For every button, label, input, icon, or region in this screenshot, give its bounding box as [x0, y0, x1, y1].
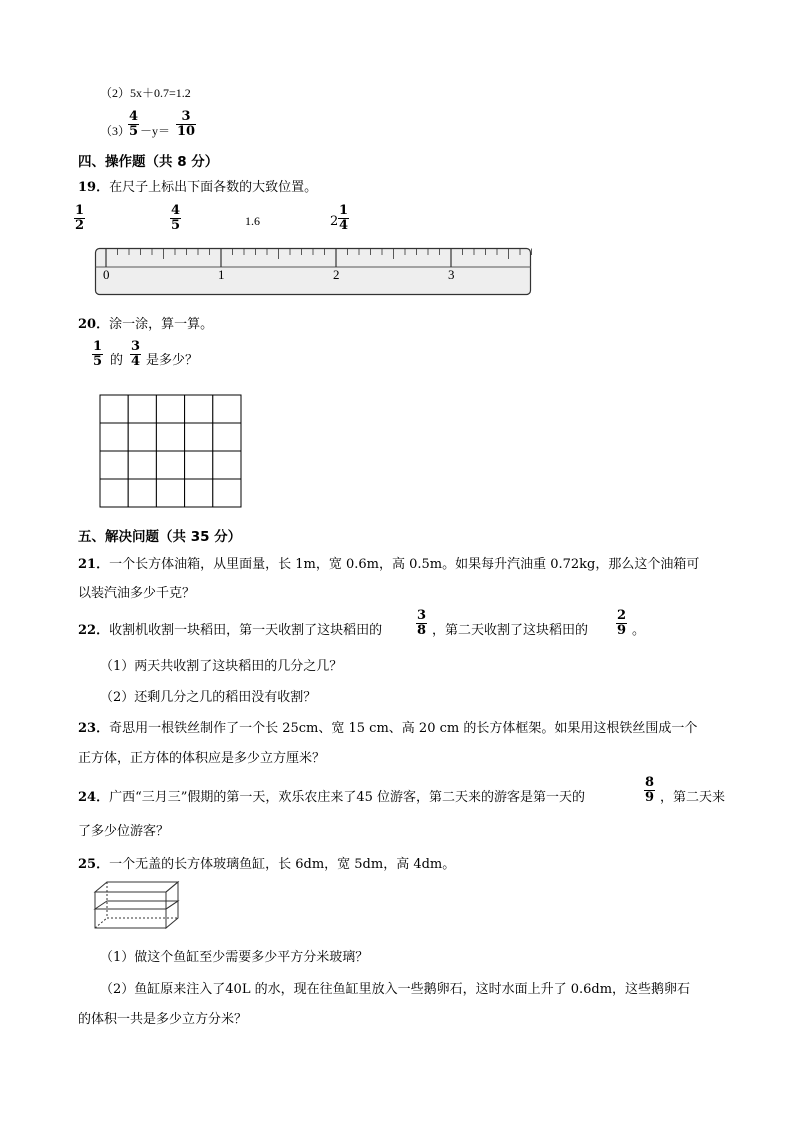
question-19 — [78, 176, 317, 195]
question-23-line-2: 正方体，正方体的体积应是多少立方厘米？ — [78, 751, 326, 766]
question-text: 一个无盖的长方体玻璃鱼缸，长 6dm，宽 5dm，高 4dm。 — [109, 857, 456, 872]
question-24-text-b: ，第二天来 — [660, 790, 726, 805]
grid-cell[interactable] — [156, 451, 184, 479]
grid-cell[interactable] — [128, 479, 156, 507]
question-number: 23． — [78, 721, 110, 736]
question-24-line-2: 了多少位游客？ — [78, 824, 170, 839]
decimal-1-6: 1.6 — [245, 214, 260, 228]
question-22-sub-2: （2）还剩几分之几的稻田没有收割？ — [100, 690, 317, 705]
fish-tank-figure — [92, 880, 184, 932]
section-4-title: 四、操作题（共 8 分） — [78, 154, 219, 170]
fraction-three-eighths: $\frac{3}{8}$ — [417, 608, 427, 638]
grid-cell[interactable] — [185, 395, 213, 423]
grid-cell[interactable] — [213, 423, 241, 451]
question-number: 25． — [78, 857, 110, 872]
equation-3-fraction-2: $\frac{3}{10}$ — [177, 109, 196, 139]
question-21-line-1 — [78, 553, 699, 572]
question-number: 22． — [78, 623, 110, 638]
grid-cell[interactable] — [156, 479, 184, 507]
mixed-number-whole: 2 — [330, 214, 339, 229]
question-20-tail: 是多少？ — [146, 353, 199, 368]
grid-cell[interactable] — [128, 451, 156, 479]
ruler[interactable] — [94, 244, 534, 298]
fraction-three-quarters: $\frac{3}{4}$ — [131, 339, 141, 369]
question-23-line-1 — [78, 717, 697, 736]
grid-cell[interactable] — [185, 451, 213, 479]
fraction-eight-ninths: $\frac{8}{9}$ — [645, 775, 655, 805]
ruler-body — [96, 249, 531, 295]
question-text-a: 广西“三月三”假期的第一天，欢乐农庄来了45 位游客，第二天来的游客是第一天的 — [109, 790, 586, 805]
question-text-a: 收割机收割一块稻田，第一天收割了这块稻田的 — [109, 623, 383, 638]
fraction-four-fifths: $\frac{4}{5}$ — [171, 203, 181, 233]
grid-cell[interactable] — [128, 423, 156, 451]
coloring-grid[interactable] — [99, 394, 244, 509]
fraction-two-ninths: $\frac{2}{9}$ — [617, 608, 627, 638]
question-25-sub-2-line-2: 的体积一共是多少立方分米？ — [78, 1012, 248, 1027]
question-22-sub-1: （1）两天共收割了这块稻田的几分之几？ — [100, 659, 343, 674]
question-22-text-b: ，第二天收割了这块稻田的 — [432, 623, 589, 638]
question-number: 21． — [78, 557, 110, 572]
question-24 — [78, 786, 585, 805]
grid-cell[interactable] — [100, 395, 128, 423]
water-line-side — [166, 901, 178, 909]
question-22-text-c: 。 — [632, 623, 646, 638]
ruler-label-0: 0 — [103, 267, 110, 282]
ruler-label-1: 1 — [218, 267, 225, 282]
grid-cell[interactable] — [128, 395, 156, 423]
question-text: 奇思用一根铁丝制作了一个长 25cm、宽 15 cm、高 20 cm 的长方体框架。如果用这根铁丝围成一个 — [109, 721, 698, 736]
equation-2: （2）5x＋0.7=1.2 — [100, 86, 191, 100]
mixed-number-fraction: $\frac{1}{4}$ — [339, 203, 349, 233]
question-25-sub-2-line-1: （2）鱼缸原来注入了40L 的水，现在往鱼缸里放入一些鹅卵石，这时水面上升了 0.6dm，这些鹅卵石 — [100, 982, 691, 997]
grid-cell[interactable] — [100, 479, 128, 507]
question-text: 一个长方体油箱，从里面量，长 1m，宽 0.6m，高 0.5m。如果每升汽油重 0.72kg，那么这个油箱可 — [109, 557, 700, 572]
question-text: 涂一涂，算一算。 — [109, 317, 214, 332]
question-25 — [78, 853, 455, 872]
word-de: 的 — [110, 353, 124, 368]
question-22 — [78, 619, 382, 638]
question-20 — [78, 313, 213, 332]
fraction-one-half: $\frac{1}{2}$ — [75, 203, 85, 233]
question-number: 19． — [78, 180, 110, 195]
ruler-label-3: 3 — [448, 267, 455, 282]
grid-cell[interactable] — [100, 423, 128, 451]
grid-cell[interactable] — [185, 423, 213, 451]
ruler-label-2: 2 — [333, 267, 340, 282]
question-text: 在尺子上标出下面各数的大致位置。 — [109, 180, 318, 195]
grid-cell[interactable] — [213, 451, 241, 479]
equation-3-middle: －y＝ — [140, 124, 171, 138]
question-number: 24． — [78, 790, 110, 805]
grid-cell[interactable] — [100, 451, 128, 479]
tank-front-face — [95, 892, 166, 928]
tank-hidden-edge-diagonal — [95, 918, 107, 928]
grid-cell[interactable] — [213, 395, 241, 423]
grid-cell[interactable] — [185, 479, 213, 507]
grid-cell[interactable] — [156, 395, 184, 423]
question-25-sub-1: （1）做这个鱼缸至少需要多少平方分米玻璃？ — [100, 950, 369, 965]
grid-cell[interactable] — [156, 423, 184, 451]
fraction-one-fifth: $\frac{1}{5}$ — [93, 339, 103, 369]
grid-cell[interactable] — [213, 479, 241, 507]
equation-3-prefix: （3） — [100, 124, 131, 138]
question-number: 20． — [78, 317, 110, 332]
equation-3-fraction-1: $\frac{4}{5}$ — [129, 109, 139, 139]
section-5-title: 五、解决问题（共 35 分） — [78, 529, 242, 545]
question-21-line-2: 以装汽油多少千克？ — [78, 586, 196, 601]
